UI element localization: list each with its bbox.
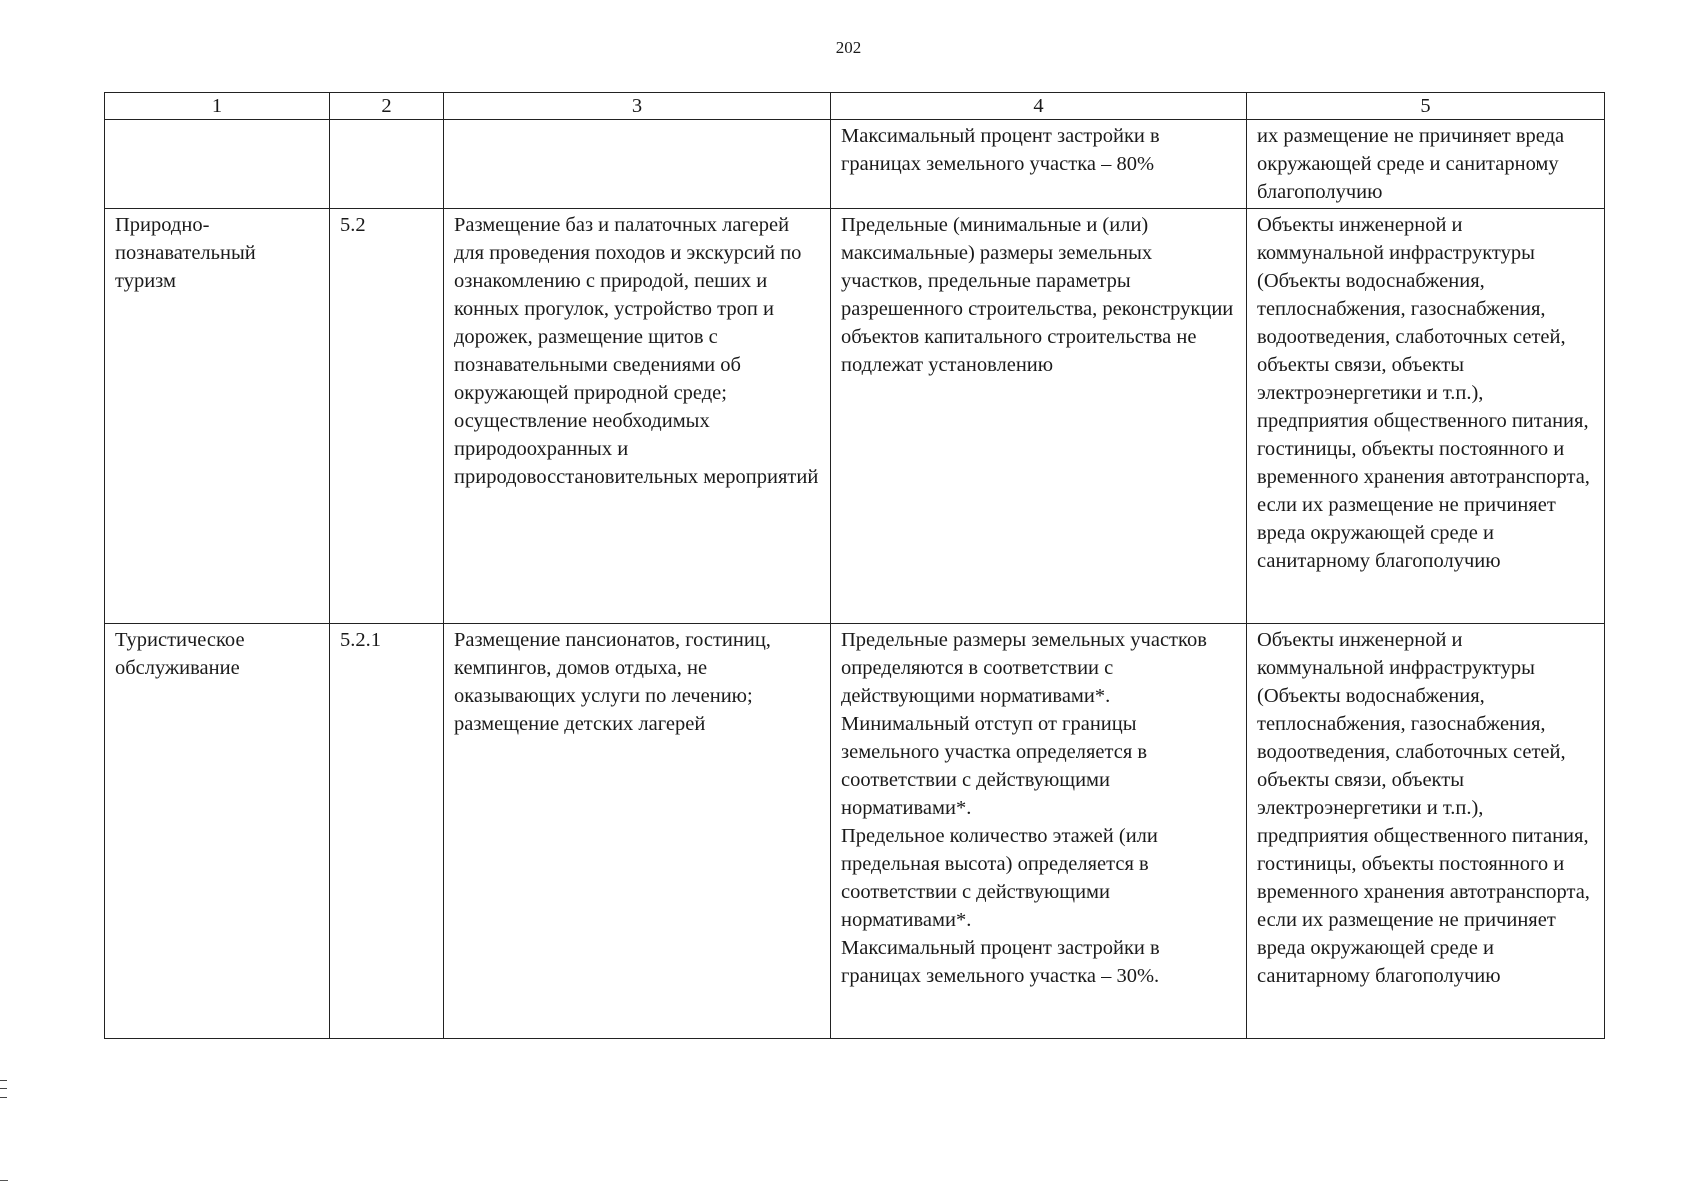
cell-auxiliary-uses: Объекты инженерной и коммунальной инфраструктуры (Объекты водоснабжения, теплоснабжения, газоснабжения, водоотведения, слаботочных сетей, объекты связи, объекты электроэнергетики и т.п.), предприятия общественного питания, гостиницы, объекты постоянного и временного хранения автотранспорта, если их размещение не причиняет вреда окружающей среде и санитарному благополучию (1247, 624, 1605, 1039)
page-number: 202 (835, 38, 862, 57)
cell-use-code: 5.2 (330, 209, 444, 624)
scan-margin-mark (0, 1080, 7, 1098)
cell-parameters: Максимальный процент застройки в границах земельного участка – 80% (831, 120, 1247, 209)
table-row (105, 209, 1605, 624)
cell-use-description (444, 120, 831, 209)
cell-auxiliary-uses: Объекты инженерной и коммунальной инфраструктуры (Объекты водоснабжения, теплоснабжения, газоснабжения, водоотведения, слаботочных сетей, объекты связи, объекты электроэнергетики и т.п.), предприятия общественного питания, гостиницы, объекты постоянного и временного хранения автотранспорта, если их размещение не причиняет вреда окружающей среде и санитарному благополучию (1247, 209, 1605, 624)
table-row (105, 120, 1605, 209)
cell-parameters: Предельные (минимальные и (или) максимальные) размеры земельных участков, предельные параметры разрешенного строительства, реконструкции объектов капитального строительства не подлежат установлению (831, 209, 1247, 624)
cell-use-name (105, 120, 330, 209)
cell-auxiliary-uses: их размещение не причиняет вреда окружающей среде и санитарному благополучию (1247, 120, 1605, 209)
cell-parameters: Предельные размеры земельных участков определяются в соответствии с действующими нормативами*. Минимальный отступ от границы земельного участка определяется в соответствии с действующими нормативами*. Предельное количество этажей (или предельная высота) определяется в соответствии с действующими нормативами*. Максимальный процент застройки в границах земельного участка – 30%. (831, 624, 1247, 1039)
column-header-2: 2 (330, 93, 444, 120)
cell-use-description: Размещение баз и палаточных лагерей для проведения походов и экскурсий по ознакомлению с природой, пеших и конных прогулок, устройство троп и дорожек, размещение щитов с познавательными сведениями об окружающей природной среде; осуществление необходимых природоохранных и природовосстановительных мероприятий (444, 209, 831, 624)
cell-use-code (330, 120, 444, 209)
table-row (105, 624, 1605, 1039)
cell-use-name: Туристическое обслуживание (105, 624, 330, 1039)
cell-use-code: 5.2.1 (330, 624, 444, 1039)
column-header-3: 3 (444, 93, 831, 120)
land-use-table (104, 92, 1605, 1039)
cell-use-description: Размещение пансионатов, гостиниц, кемпингов, домов отдыха, не оказывающих услуги по лечению; размещение детских лагерей (444, 624, 831, 1039)
column-header-5: 5 (1247, 93, 1605, 120)
column-header-1: 1 (105, 93, 330, 120)
column-header-4: 4 (831, 93, 1247, 120)
table-header-row (105, 93, 1605, 120)
scan-margin-tick (0, 1180, 8, 1181)
cell-use-name: Природно- познавательный туризм (105, 209, 330, 624)
